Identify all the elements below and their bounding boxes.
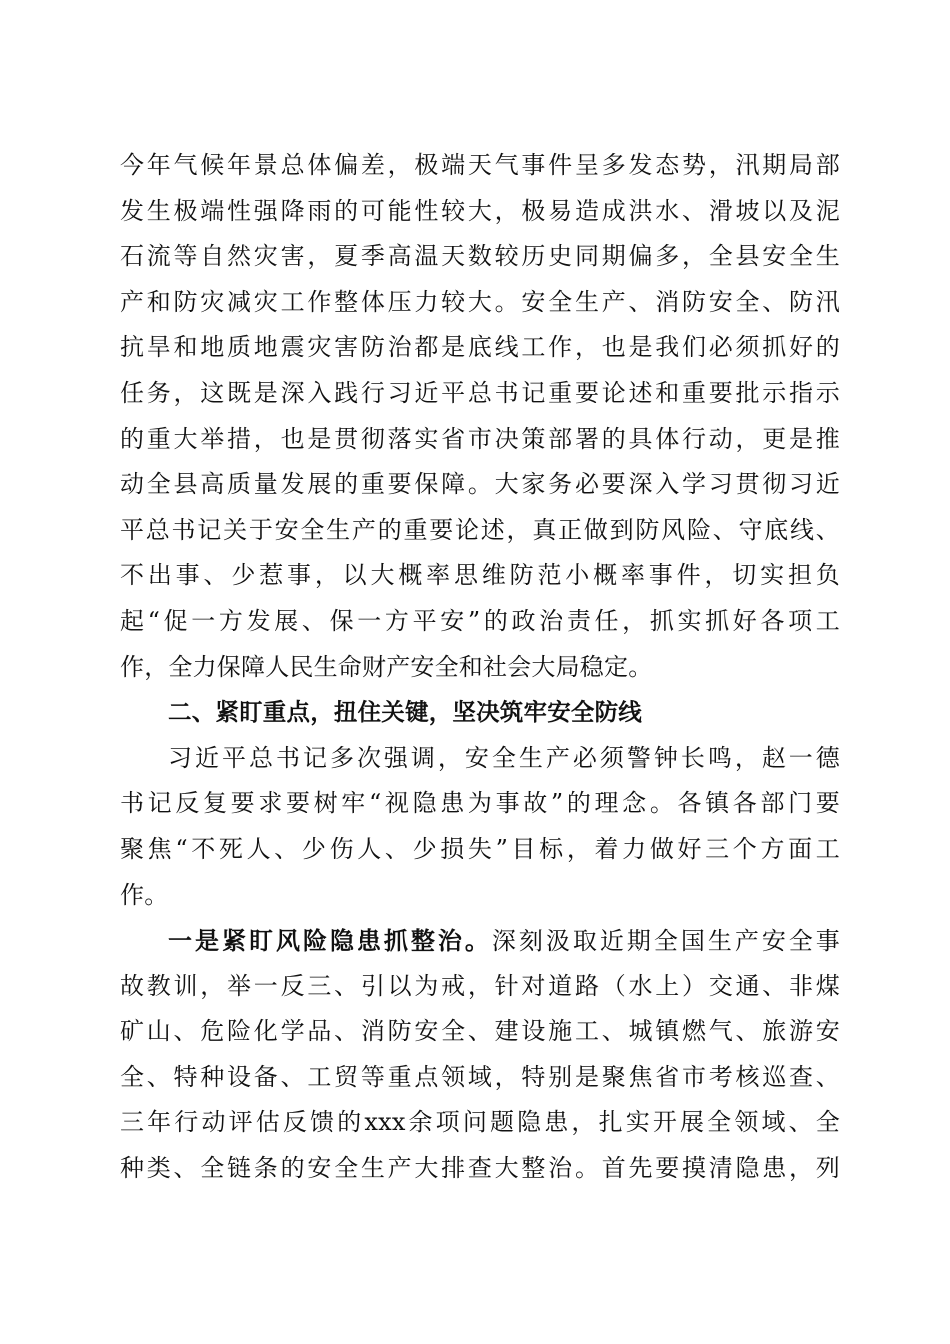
paragraph-3-line: 三年行动评估反馈的xxx余项问题隐患，扎实开展全领域、全: [120, 1108, 840, 1137]
paragraph-3-line: 全、特种设备、工贸等重点领域，特别是聚焦省市考核巡查、: [120, 1062, 840, 1091]
paragraph-1-line: 的重大举措，也是贯彻落实省市决策部署的具体行动，更是推: [120, 424, 840, 453]
paragraph-3-lead: 一是紧盯风险隐患抓整治。: [168, 926, 492, 956]
paragraph-1-line: 抗旱和地质地震灾害防治都是底线工作，也是我们必须抓好的: [120, 333, 840, 362]
paragraph-1-line: 作，全力保障人民生命财产安全和社会大局稳定。: [120, 652, 653, 681]
section-heading: 二、紧盯重点，扭住关键，坚决筑牢安全防线: [168, 698, 642, 727]
paragraph-1-line: 动全县高质量发展的重要保障。大家务必要深入学习贯彻习近: [120, 470, 840, 499]
paragraph-2-line: 作。: [120, 880, 169, 909]
paragraph-1-line: 不出事、少惹事，以大概率思维防范小概率事件，切实担负: [120, 561, 840, 590]
document-body: [120, 143, 840, 1192]
paragraph-3-first-line-text: 深刻汲取近期全国生产安全事: [491, 927, 840, 956]
paragraph-1-line: 任务，这既是深入践行习近平总书记重要论述和重要批示指示: [120, 378, 840, 407]
paragraph-1-line: 石流等自然灾害，夏季高温天数较历史同期偏多，全县安全生: [120, 242, 840, 271]
paragraph-1-line: 平总书记关于安全生产的重要论述，真正做到防风险、守底线、: [120, 515, 840, 544]
paragraph-3-line: 种类、全链条的安全生产大排查大整治。首先要摸清隐患，列: [120, 1154, 840, 1183]
paragraph-1-line: 起“促一方发展、保一方平安”的政治责任，抓实抓好各项工: [120, 606, 840, 635]
paragraph-2-line: 聚焦“不死人、少伤人、少损失”目标，着力做好三个方面工: [120, 834, 840, 863]
paragraph-3-first-line: [120, 918, 840, 964]
paragraph-1-line: 产和防灾减灾工作整体压力较大。安全生产、消防安全、防汛: [120, 287, 840, 316]
paragraph-1-line: 发生极端性强降雨的可能性较大，极易造成洪水、滑坡以及泥: [120, 196, 840, 225]
paragraph-3-line: 故教训，举一反三、引以为戒，针对道路（水上）交通、非煤: [120, 971, 840, 1000]
paragraph-2-line: 书记反复要求要树牢“视隐患为事故”的理念。各镇各部门要: [120, 789, 840, 818]
paragraph-1-line: 今年气候年景总体偏差，极端天气事件呈多发态势，汛期局部: [120, 151, 840, 179]
paragraph-2-line: 习近平总书记多次强调，安全生产必须警钟长鸣，赵一德: [168, 743, 840, 772]
paragraph-3-line: 矿山、危险化学品、消防安全、建设施工、城镇燃气、旅游安: [120, 1017, 840, 1046]
